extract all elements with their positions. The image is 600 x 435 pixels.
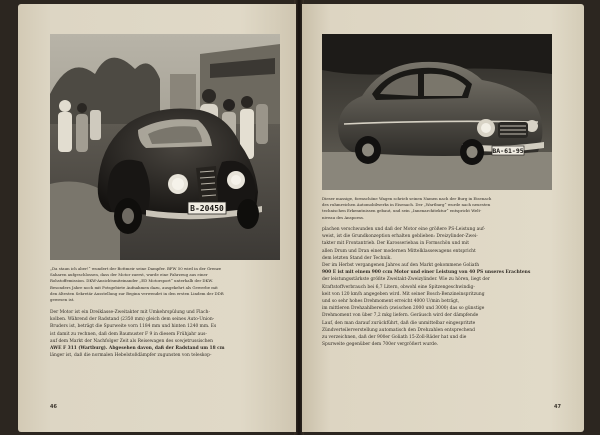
left-photo-dkw-car [50, 34, 280, 260]
body-line: Spurweite gegenüber dem 700er vergrößert wurde. [322, 342, 439, 348]
body-line: takter mit Frontantrieb. Der Karosseriebau in Formschön und mit [322, 241, 469, 247]
body-line: der leistungsstärkste größte Zweitakt-Zweizylinder. Wie zu hören, liegt der [322, 277, 490, 283]
caption-line: technischen Erkenntnissen gebaut, und sein „Innenarchitektur“ entspricht Welt- [322, 208, 482, 214]
body-line: Drehmoment von über 7,2 mkg liefern. Geräusch wird der dämpfende [322, 313, 479, 319]
body-line: weist, ist die Grundkonzeption erhalten geblieben: Dreizylinder-Zwei- [322, 234, 478, 240]
left-page [18, 4, 296, 432]
body-line: AWE F 311 (Wartburg). Abgesehen davon, daß der Radstand um 18 cm [50, 346, 225, 352]
body-line: ist damit zu rechnen, daß dem Baumuster F 9 in diesem Frühjahr aus- [50, 331, 207, 337]
right-body-text [322, 226, 558, 348]
wartburg-car-illustration [322, 34, 552, 190]
caption-line: niveau des Ansporns. [322, 214, 365, 220]
right-photo-caption [322, 196, 554, 221]
body-line: keit von 120 km/h angegeben wird. Mit seiner Bosch-Benzineinspritzung [322, 291, 485, 297]
body-line: 900 E ist mit einem 900 ccm Motor und einer Leistung von 40 PS unseres Erachtens [322, 270, 531, 276]
body-line: kolben. Während der Radstand (2350 mm) gleich dem seines Auto-Union- [50, 317, 215, 323]
right-photo-wartburg-car [322, 34, 552, 190]
body-line: und so sehr hohes Drehmoment erreicht 4000 U/min beträgt, [322, 299, 460, 305]
body-line: allen Drum und Dran einer modernen Mittelklassewagens entspricht [322, 248, 476, 254]
caption-line: Besonders Jahre noch mit Potsgebiete Aufnahmen dazu, ausgekehrt als Gewerbe mit [50, 284, 218, 290]
left-body-text [50, 309, 282, 359]
dkw-car-illustration [50, 34, 280, 260]
caption-line: den ältesten Sekretär Ausstellung zur Beginn verwendet in den ersten Lindem der DDR [50, 290, 224, 296]
body-line: Zündverteilerverstellung automatisch den Drehzahlen entsprechend [322, 327, 475, 333]
caption-line: Dieser massige, formschöne Wagen schrieb seinen Namen nach der Burg in Eisenach [322, 196, 492, 201]
body-line: länger ist, daß die normalen Hebelstoßdämpfer zugunsten von teleskop- [50, 353, 212, 359]
body-line: auf dem Markt der Nachfolger Zeit als Reisewagen des sowjetrussischen [50, 338, 213, 344]
caption-line: gewesen ist. [50, 297, 75, 303]
right-page [302, 4, 584, 432]
caption-line: des ruhmreichen Automobilwerks in Eisenach. Der „Wartburg“ wurde nach neuesten [322, 202, 491, 208]
body-line: plachen verschwunden und daß der Motor eine größere PS-Leistung auf- [322, 227, 486, 232]
body-line: Der im Herbst vergangenen Jahres auf den Markt gekommene Goliath [322, 263, 480, 269]
body-line: im mittleren Drehzahlbereich (zwischen 2000 und 3000) das so günstige [322, 306, 485, 312]
body-line: Der Motor ist ein Dreiklasse-Zweitakter mit Umkehrspülung und Flach- [50, 310, 210, 315]
right-license-plate-text: BA-61-95 [492, 147, 524, 155]
body-line: Bruders ist, beträgt die Spurweite vorn 1184 mm und hinten 1240 mm. Es [50, 324, 217, 330]
body-line: dem letzten Stand der Technik. [322, 255, 392, 261]
left-photo-caption [50, 266, 280, 303]
caption-line: Rohstoffemission. DKW-Ansichtsmiteinander „ED Motorsport“ unterhalb der DKW. [50, 278, 213, 284]
body-line: zu verzeichnen, daß der 900er Goliath 15-Zoll-Räder hat und die [322, 335, 467, 341]
body-line: Kraftstoffverbrauch bei 6,7 Litern, obwohl eine Spitzengeschwindig- [322, 284, 475, 290]
caption-line: Saharen aufgeschlossen, dass der Motor zuerst, wurde eine Fahrzeug aus einer [50, 272, 208, 278]
left-page-number: 46 [50, 404, 57, 410]
left-license-plate-text: B-20450 [190, 204, 224, 213]
caption-line: „Da staun ich aber!“ wundert der Bottmeir seine Dampfer. BFW 50 wird in der Grenze [50, 266, 222, 271]
right-page-number: 47 [554, 404, 561, 410]
body-line: Lauf, den man darauf zurückführt, daß die unmittelbar eingespritzte [322, 320, 476, 326]
